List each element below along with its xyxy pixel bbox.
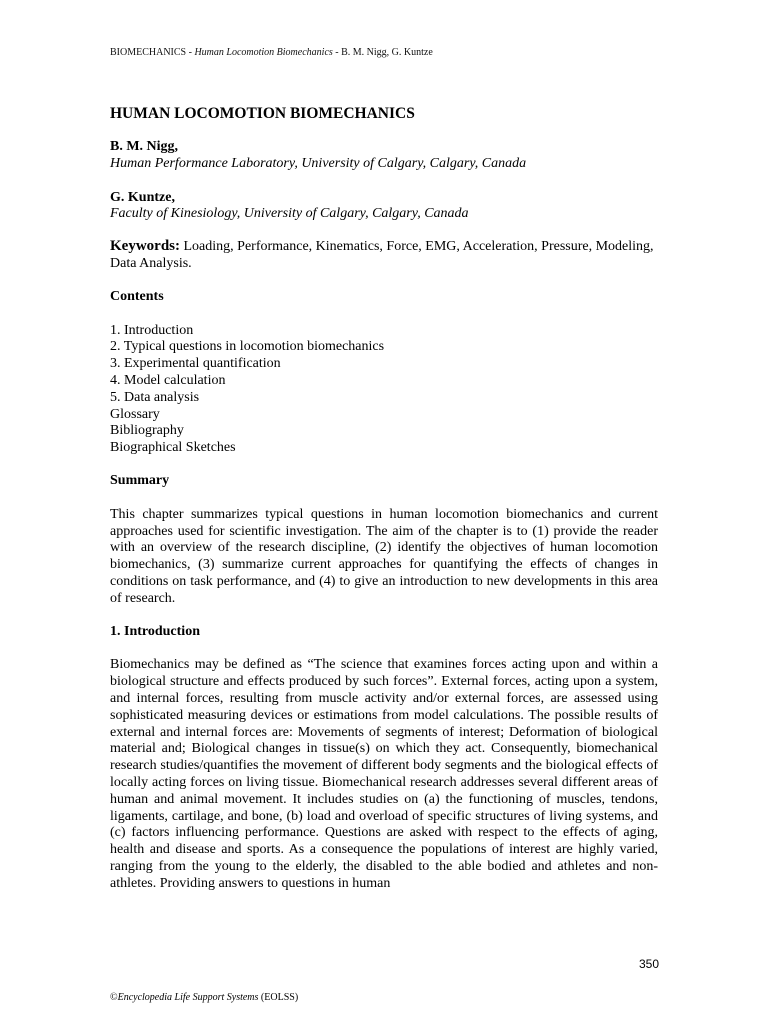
contents-item: 3. Experimental quantification: [110, 356, 281, 372]
introduction-paragraph: Biomechanics may be defined as “The science that examines forces acting upon and within a biological structure and effects produced by such forces”. External forces, acting upon a system, and internal forces, resulting from muscle activity and/or external forces, are assessed using sophisticated measuring devices or estimations from model calculations. The possible results of external and internal forces are: Movements of segments of interest; Deformation of biological material and; Biological changes in tissue(s) on which they act. Consequently, biomechanical research studies/quantifies the movement of different body segments and the biological effects of locally acting forces on living tissue. Biomechanical research addresses several different areas of human and animal movement. It includes studies on (a) the functioning of muscles, tendons, ligaments, cartilage, and bone, (b) load and overload of specific structures of living systems, and (c) factors influencing performance. Questions are asked with respect to the effects of aging, health and disease and sports. As a consequence the populations of interest are highly varied, ranging from the young to the elderly, the disabled to the able bodied and athletes and non-athletes. Providing answers to questions in human: [110, 657, 658, 891]
contents-item: 4. Model calculation: [110, 372, 226, 388]
contents-item: Glossary: [110, 406, 160, 422]
footer-copyright: [110, 992, 298, 1004]
contents-item: 5. Data analysis: [110, 389, 200, 405]
author-affiliation: Faculty of Kinesiology, University of Calgary, Calgary, Canada: [110, 206, 469, 222]
contents-item: 1. Introduction: [110, 322, 194, 338]
document-title: HUMAN LOCOMOTION BIOMECHANICS: [110, 105, 415, 122]
header-authors: - B. M. Nigg, G. Kuntze: [332, 47, 433, 58]
contents-item: Bibliography: [110, 423, 184, 439]
publisher-abbrev: (EOLSS): [258, 992, 299, 1003]
keywords-text: Loading, Performance, Kinematics, Force, EMG, Acceleration, Pressure, Modeling, Data Analysis.: [110, 239, 654, 271]
author-block-1: [110, 139, 658, 173]
contents-heading: Contents: [110, 288, 164, 304]
publisher-name: Encyclopedia Life Support Systems: [117, 992, 259, 1003]
author-name: B. M. Nigg,: [110, 139, 179, 154]
copyright-symbol: ©: [110, 992, 118, 1003]
header-book-title: Human Locomotion Biomechanics: [194, 47, 333, 58]
contents-item: Biographical Sketches: [110, 440, 236, 456]
introduction-heading: 1. Introduction: [110, 623, 200, 639]
contents-list: [110, 323, 658, 457]
author-affiliation: Human Performance Laboratory, University of Calgary, Calgary, Canada: [110, 155, 527, 171]
page-number: 350: [639, 957, 660, 971]
header-prefix: BIOMECHANICS -: [110, 47, 195, 58]
keywords-label: Keywords:: [110, 238, 180, 255]
keywords: [110, 238, 658, 273]
page-body: [110, 104, 658, 892]
author-name: G. Kuntze,: [110, 189, 175, 205]
contents-item: 2. Typical questions in locomotion biomechanics: [110, 339, 385, 355]
summary-heading: Summary: [110, 472, 170, 488]
author-block-2: [110, 190, 658, 224]
running-header: [110, 47, 433, 59]
summary-paragraph: This chapter summarizes typical questions in human locomotion biomechanics and current approaches used for scientific investigation. The aim of the chapter is to (1) provide the reader with an overview of the research discipline, (2) identify the objectives of human locomotion biomechanics, (3) summarize current approaches for quantifying the effects of changes in conditions on task performance, and (4) to give an introduction to new developments in this area of research.: [110, 506, 658, 606]
